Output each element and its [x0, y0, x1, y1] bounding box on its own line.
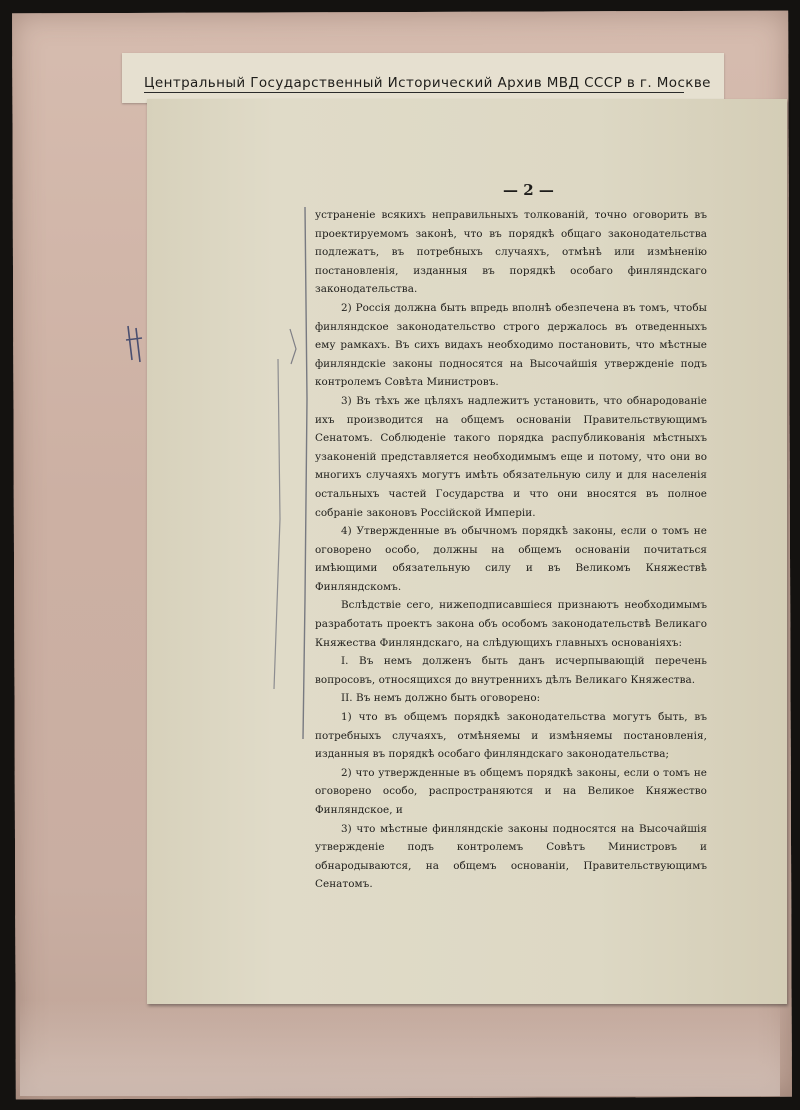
folder-worn-edge: [20, 1000, 780, 1096]
paragraph-point-3: 3) Въ тѣхъ же цѣляхъ надлежитъ установить, что обнародованіе ихъ производится на общемъ основаніи Правительствующимъ Сенатомъ. Соблюденіе такого порядка распубликованія мѣстныхъ узаконеній представляется необходимымъ еще и потому, что они во многихъ случаяхъ могутъ имѣть обязательную силу и для населенія остальныхъ частей Государства и что они вносятся въ полное собраніе законовъ Россійской Имперіи.: [315, 394, 707, 519]
document-text: [315, 206, 707, 894]
paragraph-subpoint-1: 1) что въ общемъ порядкѣ законодательства могутъ быть, въ потребныхъ случаяхъ, отмѣняемы и измѣняемы постановленія, изданныя въ порядкѣ особаго финляндскаго законодательства;: [315, 711, 707, 761]
paragraph-point-2: 2) Россія должна быть впредь вполнѣ обезпечена въ томъ, чтобы финляндское законодательство строго держалось въ отведенныхъ ему рамкахъ. Въ сихъ видахъ необходимо постановить, что мѣстные финляндскіе законы подносятся на Высочайшія утвержденіе подъ контролемъ Совѣта Министровъ.: [315, 301, 707, 389]
paragraph-section-2: II. Въ немъ должно быть оговорено:: [341, 692, 541, 705]
paragraph-continuation: устраненіе всякихъ неправильныхъ толкованій, точно оговорить въ проектируемомъ законѣ, что въ порядкѣ общаго законодательства подлежатъ, въ потребныхъ случаяхъ, отмѣнѣ или измѣненію постановленія, изданныя въ порядкѣ особаго финляндскаго законодательства.: [315, 209, 707, 296]
paragraph-point-4: 4) Утвержденные въ обычномъ порядкѣ законы, если о томъ не оговорено особо, должны на общемъ основаніи почитаться имѣющими обязательную силу и въ Великомъ Княжествѣ Финляндскомъ.: [315, 525, 707, 593]
page-number: — 2 —: [503, 181, 554, 199]
margin-pencil-mark: [122, 320, 150, 373]
archive-label-slip: [122, 53, 724, 103]
paragraph-section-1: I. Въ немъ долженъ быть данъ исчерпывающій перечень вопросовъ, относящихся до внутреннихъ дѣлъ Великаго Княжества.: [315, 655, 707, 686]
document-page: [147, 99, 787, 1004]
paragraph-conclusion: Вслѣдствіе сего, нижеподписавшіеся признаютъ необходимымъ разработать проектъ закона объ особомъ законодательствѣ Великаго Княжества Финляндскаго, на слѣдующихъ главныхъ основаніяхъ:: [315, 599, 707, 649]
archive-header: Центральный Государственный Исторический Архив МВД СССР в г. Москве: [144, 75, 711, 91]
paragraph-subpoint-2: 2) что утвержденные въ общемъ порядкѣ законы, если о томъ не оговорено особо, распространяются и на Великое Княжество Финляндское, и: [315, 766, 707, 816]
paragraph-subpoint-3: 3) что мѣстные финляндскіе законы подносятся на Высочайшія утвержденіе подъ контролемъ Совѣтъ Министровъ и обнародываются, на общемъ основаніи, Правительствующимъ Сенатомъ.: [315, 822, 707, 891]
